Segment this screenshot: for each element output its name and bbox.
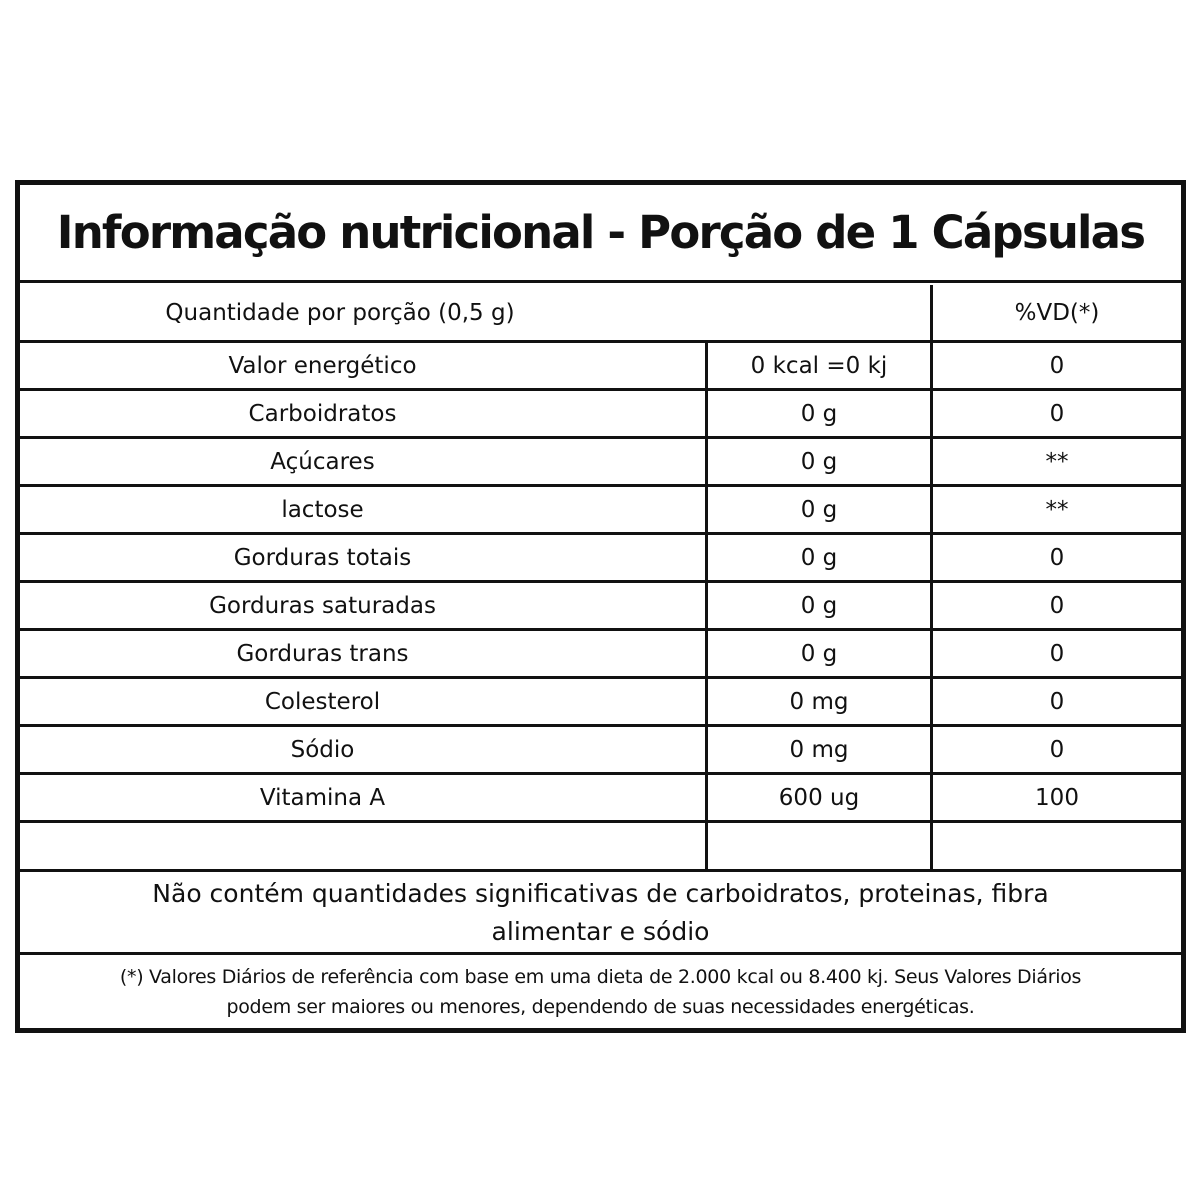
nutrient-amount: 0 g	[800, 544, 838, 571]
nutrient-vd: 0	[1049, 592, 1065, 619]
nutrient-amount: 600 ug	[778, 784, 860, 811]
nutrient-name: Gorduras saturadas	[209, 592, 436, 619]
portion-label: Quantidade por porção (0,5 g)	[165, 299, 515, 326]
footnote-line: podem ser maiores ou menores, dependendo de suas necessidades energéticas.	[226, 995, 975, 1018]
divider	[20, 869, 1181, 872]
divider	[20, 820, 1181, 823]
nutrient-name: Açúcares	[270, 448, 375, 475]
column-divider	[705, 343, 708, 869]
nutrient-vd: 0	[1049, 640, 1065, 667]
vd-header: %VD(*)	[1014, 299, 1100, 326]
nutrient-name: Gorduras totais	[233, 544, 412, 571]
divider	[20, 580, 1181, 583]
column-divider	[930, 285, 933, 869]
nutrient-amount: 0 g	[800, 640, 838, 667]
nutrient-vd: 0	[1049, 544, 1065, 571]
nutrient-vd: **	[1045, 496, 1069, 523]
nutrient-vd: 100	[1035, 784, 1079, 811]
nutrient-amount: 0 g	[800, 496, 838, 523]
nutrient-amount: 0 mg	[789, 736, 849, 763]
nutrient-vd: 0	[1049, 400, 1065, 427]
nutrient-vd: 0	[1049, 736, 1065, 763]
divider	[20, 628, 1181, 631]
daily-values-footnote	[20, 955, 1181, 1028]
nutrition-note-line: Não contém quantidades significativas de carboidratos, proteinas, fibra	[152, 879, 1049, 908]
divider	[20, 532, 1181, 535]
nutrition-note	[20, 873, 1181, 953]
nutrient-name	[20, 823, 625, 868]
nutrient-name: Gorduras trans	[236, 640, 409, 667]
nutrient-name: Vitamina A	[259, 784, 386, 811]
nutrition-facts-table	[15, 180, 1186, 1033]
nutrient-vd: 0	[1049, 688, 1065, 715]
table-title: Informação nutricional - Porção de 1 Cápsulas	[20, 185, 1181, 283]
nutrient-amount: 0 g	[800, 448, 838, 475]
nutrient-vd	[933, 823, 1181, 868]
divider	[20, 676, 1181, 679]
nutrient-amount: 0 mg	[789, 688, 849, 715]
divider	[20, 484, 1181, 487]
nutrient-amount	[708, 823, 930, 868]
nutrient-name: Colesterol	[264, 688, 381, 715]
footnote-line: (*) Valores Diários de referência com base em uma dieta de 2.000 kcal ou 8.400 kj. Seus Valores Diários	[119, 965, 1082, 988]
divider	[20, 340, 1181, 343]
nutrient-amount: 0 kcal =0 kj	[750, 352, 888, 379]
nutrient-amount: 0 g	[800, 592, 838, 619]
divider	[20, 772, 1181, 775]
divider	[20, 388, 1181, 391]
nutrient-name: lactose	[281, 496, 364, 523]
nutrition-note-line: alimentar e sódio	[491, 917, 710, 946]
nutrient-amount: 0 g	[800, 400, 838, 427]
nutrient-vd: **	[1045, 448, 1069, 475]
nutrient-name: Sódio	[290, 736, 355, 763]
nutrient-vd: 0	[1049, 352, 1065, 379]
nutrient-name: Valor energético	[228, 352, 417, 379]
divider	[20, 724, 1181, 727]
nutrient-name: Carboidratos	[248, 400, 397, 427]
divider	[20, 436, 1181, 439]
